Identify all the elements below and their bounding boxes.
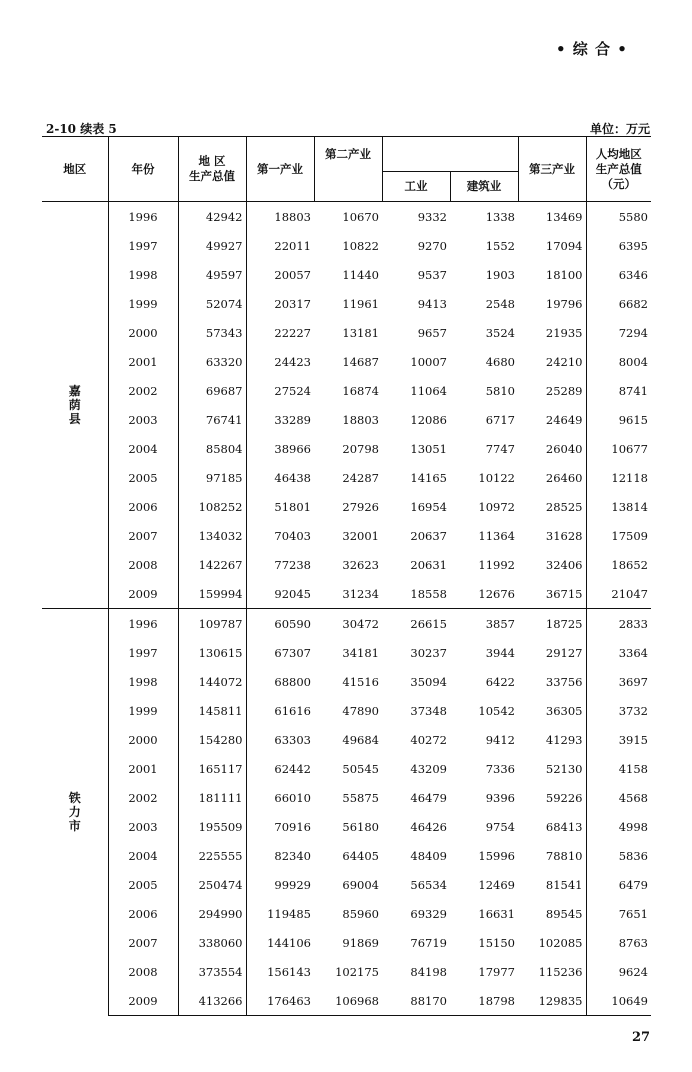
secondary-cell: 91869: [342, 935, 379, 950]
per-capita-cell: 3915: [586, 725, 651, 754]
tertiary-cell: 25289: [545, 383, 583, 398]
per-capita-cell: 6395: [586, 231, 651, 260]
industry-cell: 48409: [410, 848, 447, 863]
secondary-cell: 32001: [342, 528, 379, 543]
gdp-table: [42, 136, 651, 1016]
primary-cell: 20317: [246, 289, 314, 318]
tertiary-cell: 21935: [545, 325, 583, 340]
construction-cell: 10542: [478, 703, 515, 718]
table-row: [42, 521, 651, 550]
year-cell: 1998: [108, 260, 178, 289]
year-cell: 2008: [108, 957, 178, 986]
primary-cell: 51801: [246, 492, 314, 521]
secondary-cell: 11440: [342, 267, 379, 282]
construction-cell: 1903: [485, 267, 515, 282]
industry-cell: 46426: [410, 819, 447, 834]
gdp-cell: 413266: [178, 986, 246, 1016]
industry-cell: 35094: [410, 674, 447, 689]
tertiary-cell: 19796: [545, 296, 583, 311]
table-row: [42, 347, 651, 376]
per-capita-cell: 6479: [586, 870, 651, 899]
industry-cell: 88170: [382, 986, 450, 1016]
per-capita-cell: 5836: [586, 841, 651, 870]
construction-cell: 12469: [478, 877, 515, 892]
construction-cell: 3944: [485, 645, 515, 660]
gdp-cell: 57343: [178, 318, 246, 347]
gdp-cell: 69687: [178, 376, 246, 405]
year-cell: 2006: [108, 899, 178, 928]
per-capita-cell: 4158: [586, 754, 651, 783]
construction-cell: 9412: [485, 732, 515, 747]
header-secondary-blank: [314, 172, 382, 202]
header-per-capita-line3: （元）: [601, 176, 636, 191]
tertiary-cell: 52130: [545, 761, 583, 776]
industry-cell: 18558: [410, 586, 447, 601]
industry-cell: 30237: [410, 645, 447, 660]
tertiary-cell: 29127: [545, 645, 583, 660]
per-capita-cell: 17509: [586, 521, 651, 550]
primary-cell: 18803: [246, 202, 314, 232]
gdp-cell: 154280: [178, 725, 246, 754]
per-capita-cell: 3364: [586, 638, 651, 667]
industry-cell: 9413: [417, 296, 447, 311]
header-primary: 第一产业: [246, 137, 314, 202]
header-gdp-line1: 地 区: [198, 154, 226, 168]
year-cell: 2000: [108, 318, 178, 347]
industry-cell: 9537: [417, 267, 447, 282]
construction-cell: 6717: [485, 412, 515, 427]
table-row: [42, 754, 651, 783]
primary-cell: 22011: [246, 231, 314, 260]
tertiary-cell: 32406: [545, 557, 583, 572]
construction-cell: 3524: [485, 325, 515, 340]
year-cell: 1996: [108, 609, 178, 639]
primary-cell: 46438: [246, 463, 314, 492]
year-cell: 2005: [108, 463, 178, 492]
construction-cell: 6422: [485, 674, 515, 689]
primary-cell: 82340: [246, 841, 314, 870]
gdp-cell: 85804: [178, 434, 246, 463]
industry-cell: 20637: [410, 528, 447, 543]
construction-cell: 12676: [478, 586, 515, 601]
header-gdp: [178, 137, 246, 202]
tertiary-cell: 102085: [538, 935, 583, 950]
gdp-cell: 76741: [178, 405, 246, 434]
year-cell: 1998: [108, 667, 178, 696]
industry-cell: 20631: [410, 557, 447, 572]
year-cell: 2007: [108, 928, 178, 957]
table-row: [42, 638, 651, 667]
gdp-cell: 142267: [178, 550, 246, 579]
secondary-cell: 49684: [342, 732, 379, 747]
tertiary-cell: 18725: [518, 609, 586, 639]
secondary-cell: 41516: [342, 674, 379, 689]
construction-cell: 9396: [485, 790, 515, 805]
table-row: [42, 725, 651, 754]
primary-cell: 99929: [246, 870, 314, 899]
construction-cell: 16631: [478, 906, 515, 921]
secondary-cell: 10670: [314, 202, 382, 232]
tertiary-cell: 18100: [545, 267, 583, 282]
gdp-cell: 195509: [178, 812, 246, 841]
industry-cell: 12086: [410, 412, 447, 427]
gdp-cell: 52074: [178, 289, 246, 318]
year-cell: 2004: [108, 434, 178, 463]
tertiary-cell: 13469: [518, 202, 586, 232]
secondary-cell: 106968: [314, 986, 382, 1016]
primary-cell: 20057: [246, 260, 314, 289]
gdp-cell: 145811: [178, 696, 246, 725]
industry-cell: 16954: [410, 499, 447, 514]
per-capita-cell: 9615: [586, 405, 651, 434]
header-secondary-spacer: [382, 137, 518, 172]
year-cell: 2003: [108, 812, 178, 841]
primary-cell: 68800: [246, 667, 314, 696]
per-capita-cell: 3732: [586, 696, 651, 725]
per-capita-cell: 3697: [586, 667, 651, 696]
year-cell: 1999: [108, 289, 178, 318]
primary-cell: 38966: [246, 434, 314, 463]
construction-cell: 1338: [450, 202, 518, 232]
primary-cell: 63303: [246, 725, 314, 754]
unit-label: 单位：万元: [589, 122, 650, 136]
secondary-cell: 47890: [342, 703, 379, 718]
year-cell: 1997: [108, 638, 178, 667]
industry-cell: 46479: [410, 790, 447, 805]
primary-cell: 66010: [246, 783, 314, 812]
construction-cell: 15996: [478, 848, 515, 863]
table-row: [42, 405, 651, 434]
gdp-cell: 130615: [178, 638, 246, 667]
tertiary-cell: 129835: [518, 986, 586, 1016]
table-row: [42, 899, 651, 928]
gdp-cell: 225555: [178, 841, 246, 870]
gdp-cell: 373554: [178, 957, 246, 986]
primary-cell: 22227: [246, 318, 314, 347]
secondary-cell: 24287: [342, 470, 379, 485]
secondary-cell: 31234: [342, 586, 379, 601]
gdp-cell: 159994: [178, 579, 246, 609]
gdp-cell: 49927: [178, 231, 246, 260]
table-row: [42, 289, 651, 318]
industry-cell: 14165: [410, 470, 447, 485]
tertiary-cell: 17094: [545, 238, 583, 253]
construction-cell: 18798: [450, 986, 518, 1016]
construction-cell: 10972: [478, 499, 515, 514]
primary-cell: 60590: [246, 609, 314, 639]
tertiary-cell: 26040: [545, 441, 583, 456]
table-header: [42, 137, 651, 202]
industry-cell: 40272: [410, 732, 447, 747]
secondary-cell: 69004: [342, 877, 379, 892]
header-per-capita-line1: 人均地区: [595, 146, 642, 161]
secondary-cell: 64405: [342, 848, 379, 863]
primary-cell: 77238: [246, 550, 314, 579]
gdp-cell: 165117: [178, 754, 246, 783]
industry-cell: 69329: [410, 906, 447, 921]
gdp-cell: 49597: [178, 260, 246, 289]
per-capita-cell: 12118: [586, 463, 651, 492]
year-cell: 2004: [108, 841, 178, 870]
table-row: [42, 550, 651, 579]
construction-cell: 2548: [485, 296, 515, 311]
header-tertiary: 第三产业: [518, 137, 586, 202]
gdp-cell: 108252: [178, 492, 246, 521]
secondary-cell: 32623: [342, 557, 379, 572]
secondary-cell: 85960: [342, 906, 379, 921]
tertiary-cell: 31628: [545, 528, 583, 543]
year-cell: 2006: [108, 492, 178, 521]
per-capita-cell: 4568: [586, 783, 651, 812]
per-capita-cell: 4998: [586, 812, 651, 841]
per-capita-cell: 8004: [586, 347, 651, 376]
table-row: [42, 463, 651, 492]
table-row: [42, 609, 651, 639]
industry-cell: 84198: [410, 964, 447, 979]
per-capita-cell: 5580: [586, 202, 651, 232]
per-capita-cell: 10677: [586, 434, 651, 463]
year-cell: 1999: [108, 696, 178, 725]
region-cell: [42, 202, 108, 609]
construction-cell: 7747: [485, 441, 515, 456]
region-label: 嘉荫县: [68, 384, 81, 426]
year-cell: 2001: [108, 347, 178, 376]
tertiary-cell: 36715: [545, 586, 583, 601]
secondary-cell: 10822: [342, 238, 379, 253]
year-cell: 2009: [108, 986, 178, 1016]
table-row: [42, 783, 651, 812]
industry-cell: 56534: [410, 877, 447, 892]
per-capita-cell: 8741: [586, 376, 651, 405]
secondary-cell: 11961: [342, 296, 379, 311]
construction-cell: 5810: [485, 383, 515, 398]
secondary-cell: 27926: [342, 499, 379, 514]
primary-cell: 144106: [246, 928, 314, 957]
header-per-capita: [586, 137, 651, 202]
tertiary-cell: 78810: [545, 848, 583, 863]
header-industry: 工业: [382, 172, 450, 202]
construction-cell: 17977: [478, 964, 515, 979]
primary-cell: 33289: [246, 405, 314, 434]
table-row: [42, 318, 651, 347]
construction-cell: 3857: [450, 609, 518, 639]
per-capita-cell: 21047: [586, 579, 651, 609]
year-cell: 2005: [108, 870, 178, 899]
tertiary-cell: 24210: [545, 354, 583, 369]
header-per-capita-line2: 生产总值: [595, 161, 642, 176]
primary-cell: 92045: [246, 579, 314, 609]
per-capita-cell: 10649: [586, 986, 651, 1016]
year-cell: 2008: [108, 550, 178, 579]
year-cell: 2002: [108, 376, 178, 405]
per-capita-cell: 8763: [586, 928, 651, 957]
industry-cell: 9270: [417, 238, 447, 253]
year-cell: 2009: [108, 579, 178, 609]
table-row: [42, 202, 651, 232]
tertiary-cell: 28525: [545, 499, 583, 514]
industry-cell: 76719: [410, 935, 447, 950]
tertiary-cell: 24649: [545, 412, 583, 427]
per-capita-cell: 7294: [586, 318, 651, 347]
primary-cell: 70916: [246, 812, 314, 841]
table-row: [42, 957, 651, 986]
header-gdp-line2: 生产总值: [189, 169, 235, 183]
primary-cell: 119485: [246, 899, 314, 928]
per-capita-cell: 2833: [586, 609, 651, 639]
primary-cell: 67307: [246, 638, 314, 667]
region-label: 铁力市: [68, 791, 81, 834]
industry-cell: 9332: [382, 202, 450, 232]
secondary-cell: 14687: [342, 354, 379, 369]
tertiary-cell: 115236: [538, 964, 583, 979]
section-header: • 综 合 •: [556, 40, 628, 58]
construction-cell: 11364: [478, 528, 515, 543]
per-capita-cell: 13814: [586, 492, 651, 521]
year-cell: 2003: [108, 405, 178, 434]
secondary-cell: 13181: [342, 325, 379, 340]
secondary-cell: 20798: [342, 441, 379, 456]
header-construction: 建筑业: [450, 172, 518, 202]
gdp-cell: 97185: [178, 463, 246, 492]
table-row: [42, 434, 651, 463]
table-row: [42, 231, 651, 260]
secondary-cell: 18803: [342, 412, 379, 427]
gdp-cell: 338060: [178, 928, 246, 957]
construction-cell: 11992: [478, 557, 515, 572]
year-cell: 2002: [108, 783, 178, 812]
industry-cell: 11064: [410, 383, 447, 398]
table-row: [42, 928, 651, 957]
year-cell: 2001: [108, 754, 178, 783]
tertiary-cell: 36305: [545, 703, 583, 718]
construction-cell: 1552: [485, 238, 515, 253]
tertiary-cell: 41293: [545, 732, 583, 747]
table-row: [42, 667, 651, 696]
industry-cell: 9657: [417, 325, 447, 340]
construction-cell: 9754: [485, 819, 515, 834]
gdp-cell: 42942: [178, 202, 246, 232]
secondary-cell: 34181: [342, 645, 379, 660]
tertiary-cell: 68413: [545, 819, 583, 834]
header-region: 地区: [42, 137, 108, 202]
primary-cell: 24423: [246, 347, 314, 376]
per-capita-cell: 6346: [586, 260, 651, 289]
construction-cell: 15150: [478, 935, 515, 950]
tertiary-cell: 33756: [545, 674, 583, 689]
industry-cell: 10007: [410, 354, 447, 369]
secondary-cell: 56180: [342, 819, 379, 834]
tertiary-cell: 59226: [545, 790, 583, 805]
table-row: [42, 986, 651, 1016]
industry-cell: 43209: [410, 761, 447, 776]
gdp-cell: 294990: [178, 899, 246, 928]
gdp-cell: 134032: [178, 521, 246, 550]
construction-cell: 7336: [485, 761, 515, 776]
table-row: [42, 492, 651, 521]
secondary-cell: 16874: [342, 383, 379, 398]
secondary-cell: 55875: [342, 790, 379, 805]
tertiary-cell: 89545: [545, 906, 583, 921]
gdp-cell: 63320: [178, 347, 246, 376]
per-capita-cell: 18652: [586, 550, 651, 579]
primary-cell: 70403: [246, 521, 314, 550]
header-year: 年份: [108, 137, 178, 202]
industry-cell: 37348: [410, 703, 447, 718]
primary-cell: 62442: [246, 754, 314, 783]
secondary-cell: 30472: [314, 609, 382, 639]
primary-cell: 176463: [246, 986, 314, 1016]
tertiary-cell: 81541: [545, 877, 583, 892]
gdp-cell: 250474: [178, 870, 246, 899]
industry-cell: 26615: [382, 609, 450, 639]
year-cell: 2007: [108, 521, 178, 550]
table-row: [42, 260, 651, 289]
region-cell: [42, 609, 108, 1016]
secondary-cell: 50545: [342, 761, 379, 776]
primary-cell: 27524: [246, 376, 314, 405]
table-id: 2-10 续表 5: [46, 122, 117, 136]
gdp-cell: 181111: [178, 783, 246, 812]
year-cell: 1996: [108, 202, 178, 232]
table-row: [42, 841, 651, 870]
year-cell: 1997: [108, 231, 178, 260]
construction-cell: 10122: [478, 470, 515, 485]
primary-cell: 61616: [246, 696, 314, 725]
secondary-cell: 102175: [335, 964, 379, 979]
year-cell: 2000: [108, 725, 178, 754]
page-number: 27: [632, 1030, 651, 1045]
tertiary-cell: 26460: [545, 470, 583, 485]
table-row: [42, 579, 651, 609]
table-row: [42, 812, 651, 841]
per-capita-cell: 6682: [586, 289, 651, 318]
table-body: [42, 202, 651, 1016]
construction-cell: 4680: [485, 354, 515, 369]
header-secondary: 第二产业: [314, 137, 382, 172]
gdp-cell: 144072: [178, 667, 246, 696]
gdp-cell: 109787: [178, 609, 246, 639]
table-row: [42, 870, 651, 899]
per-capita-cell: 9624: [586, 957, 651, 986]
per-capita-cell: 7651: [586, 899, 651, 928]
primary-cell: 156143: [246, 957, 314, 986]
table-row: [42, 696, 651, 725]
table-row: [42, 376, 651, 405]
industry-cell: 13051: [410, 441, 447, 456]
